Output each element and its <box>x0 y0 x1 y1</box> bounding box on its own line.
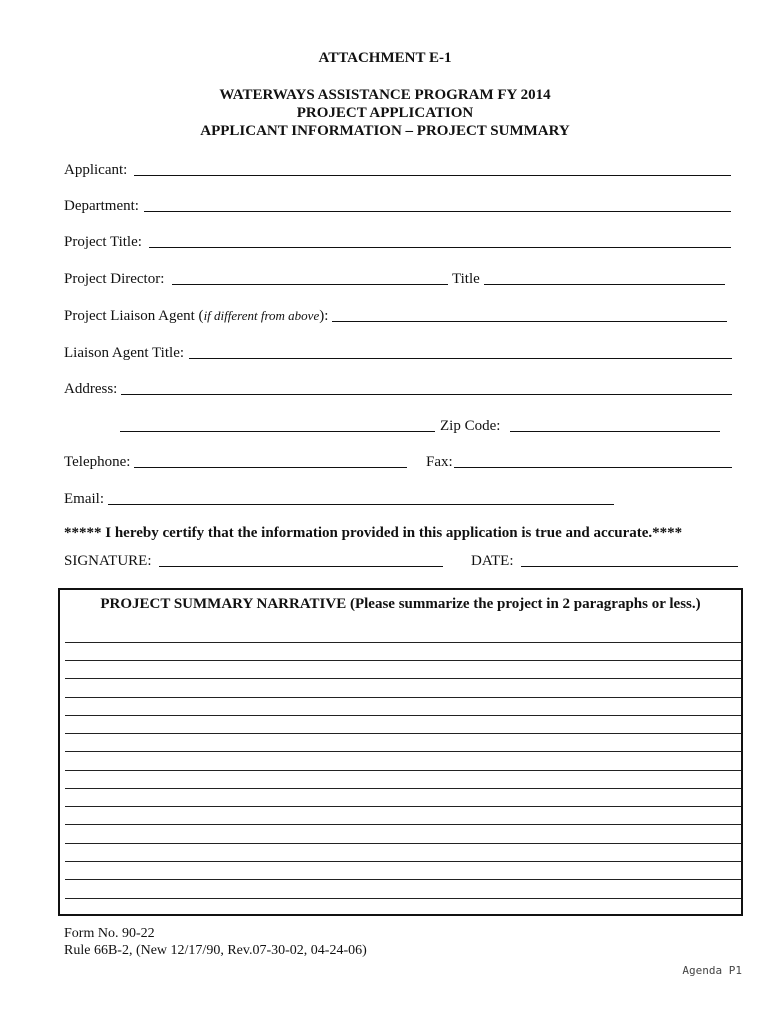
narrative-line[interactable] <box>65 733 741 734</box>
project-director-field[interactable] <box>172 284 448 285</box>
telephone-field[interactable] <box>134 467 407 468</box>
signature-field[interactable] <box>159 566 443 567</box>
signature-row <box>64 551 734 571</box>
narrative-line[interactable] <box>65 678 741 679</box>
narrative-title: PROJECT SUMMARY NARRATIVE (Please summarize the project in 2 paragraphs or less.) <box>100 596 701 612</box>
narrative-line[interactable] <box>65 861 741 862</box>
form-number: Form No. 90-22 <box>64 926 155 941</box>
narrative-line[interactable] <box>65 898 741 899</box>
department-field[interactable] <box>144 211 731 212</box>
address-line2-row <box>64 416 734 436</box>
department-label: Department: <box>64 198 139 214</box>
telephone-label: Telephone: <box>64 454 131 470</box>
telephone-row <box>64 452 734 472</box>
director-title-label: Title <box>452 271 480 287</box>
zip-code-label: Zip Code: <box>440 418 501 434</box>
liaison-agent-title-row <box>64 343 734 363</box>
narrative-line[interactable] <box>65 697 741 698</box>
zip-code-field[interactable] <box>510 431 720 432</box>
liaison-agent-suffix: ): <box>319 308 329 324</box>
project-title-row <box>64 232 734 252</box>
applicant-field[interactable] <box>134 175 731 176</box>
program-title: WATERWAYS ASSISTANCE PROGRAM FY 2014 <box>219 87 551 103</box>
attachment-title: ATTACHMENT E-1 <box>318 50 452 66</box>
email-row <box>64 489 734 509</box>
director-title-field[interactable] <box>484 284 725 285</box>
email-label: Email: <box>64 491 104 507</box>
liaison-agent-title-label: Liaison Agent Title: <box>64 345 185 361</box>
address-field[interactable] <box>121 394 732 395</box>
date-field[interactable] <box>521 566 738 567</box>
narrative-line[interactable] <box>65 642 741 643</box>
section-title: APPLICANT INFORMATION – PROJECT SUMMARY <box>200 123 570 139</box>
liaison-agent-note: if different from above <box>203 308 320 323</box>
date-label: DATE: <box>471 553 514 569</box>
address-row <box>64 379 734 399</box>
narrative-line[interactable] <box>65 879 741 880</box>
project-title-field[interactable] <box>149 247 731 248</box>
narrative-line[interactable] <box>65 788 741 789</box>
address-label: Address: <box>64 381 118 397</box>
project-director-row <box>64 269 734 289</box>
liaison-agent-prefix: Project Liaison Agent ( <box>64 308 204 324</box>
signature-label: SIGNATURE: <box>64 553 152 569</box>
project-director-label: Project Director: <box>64 271 165 287</box>
project-title-label: Project Title: <box>64 234 142 250</box>
agenda-page-label: Agenda P1 <box>682 964 742 977</box>
applicant-label: Applicant: <box>64 162 128 178</box>
fax-label: Fax: <box>426 454 453 470</box>
rule-reference: Rule 66B-2, (New 12/17/90, Rev.07-30-02, 04-24-06) <box>64 943 367 958</box>
narrative-box <box>58 588 743 916</box>
liaison-agent-field[interactable] <box>332 321 727 322</box>
application-title: PROJECT APPLICATION <box>296 105 474 121</box>
email-field[interactable] <box>108 504 614 505</box>
liaison-agent-label <box>64 306 328 326</box>
narrative-line[interactable] <box>65 751 741 752</box>
narrative-line[interactable] <box>65 660 741 661</box>
narrative-line[interactable] <box>65 806 741 807</box>
narrative-line[interactable] <box>65 824 741 825</box>
address-line2-field[interactable] <box>120 431 435 432</box>
fax-field[interactable] <box>454 467 732 468</box>
department-row <box>64 196 734 216</box>
liaison-agent-row <box>64 306 734 326</box>
liaison-agent-title-field[interactable] <box>189 358 732 359</box>
narrative-line[interactable] <box>65 843 741 844</box>
narrative-line[interactable] <box>65 770 741 771</box>
applicant-row <box>64 160 734 180</box>
certification-statement: ***** I hereby certify that the information provided in this application is true and accurate.**** <box>64 525 683 541</box>
narrative-line[interactable] <box>65 715 741 716</box>
